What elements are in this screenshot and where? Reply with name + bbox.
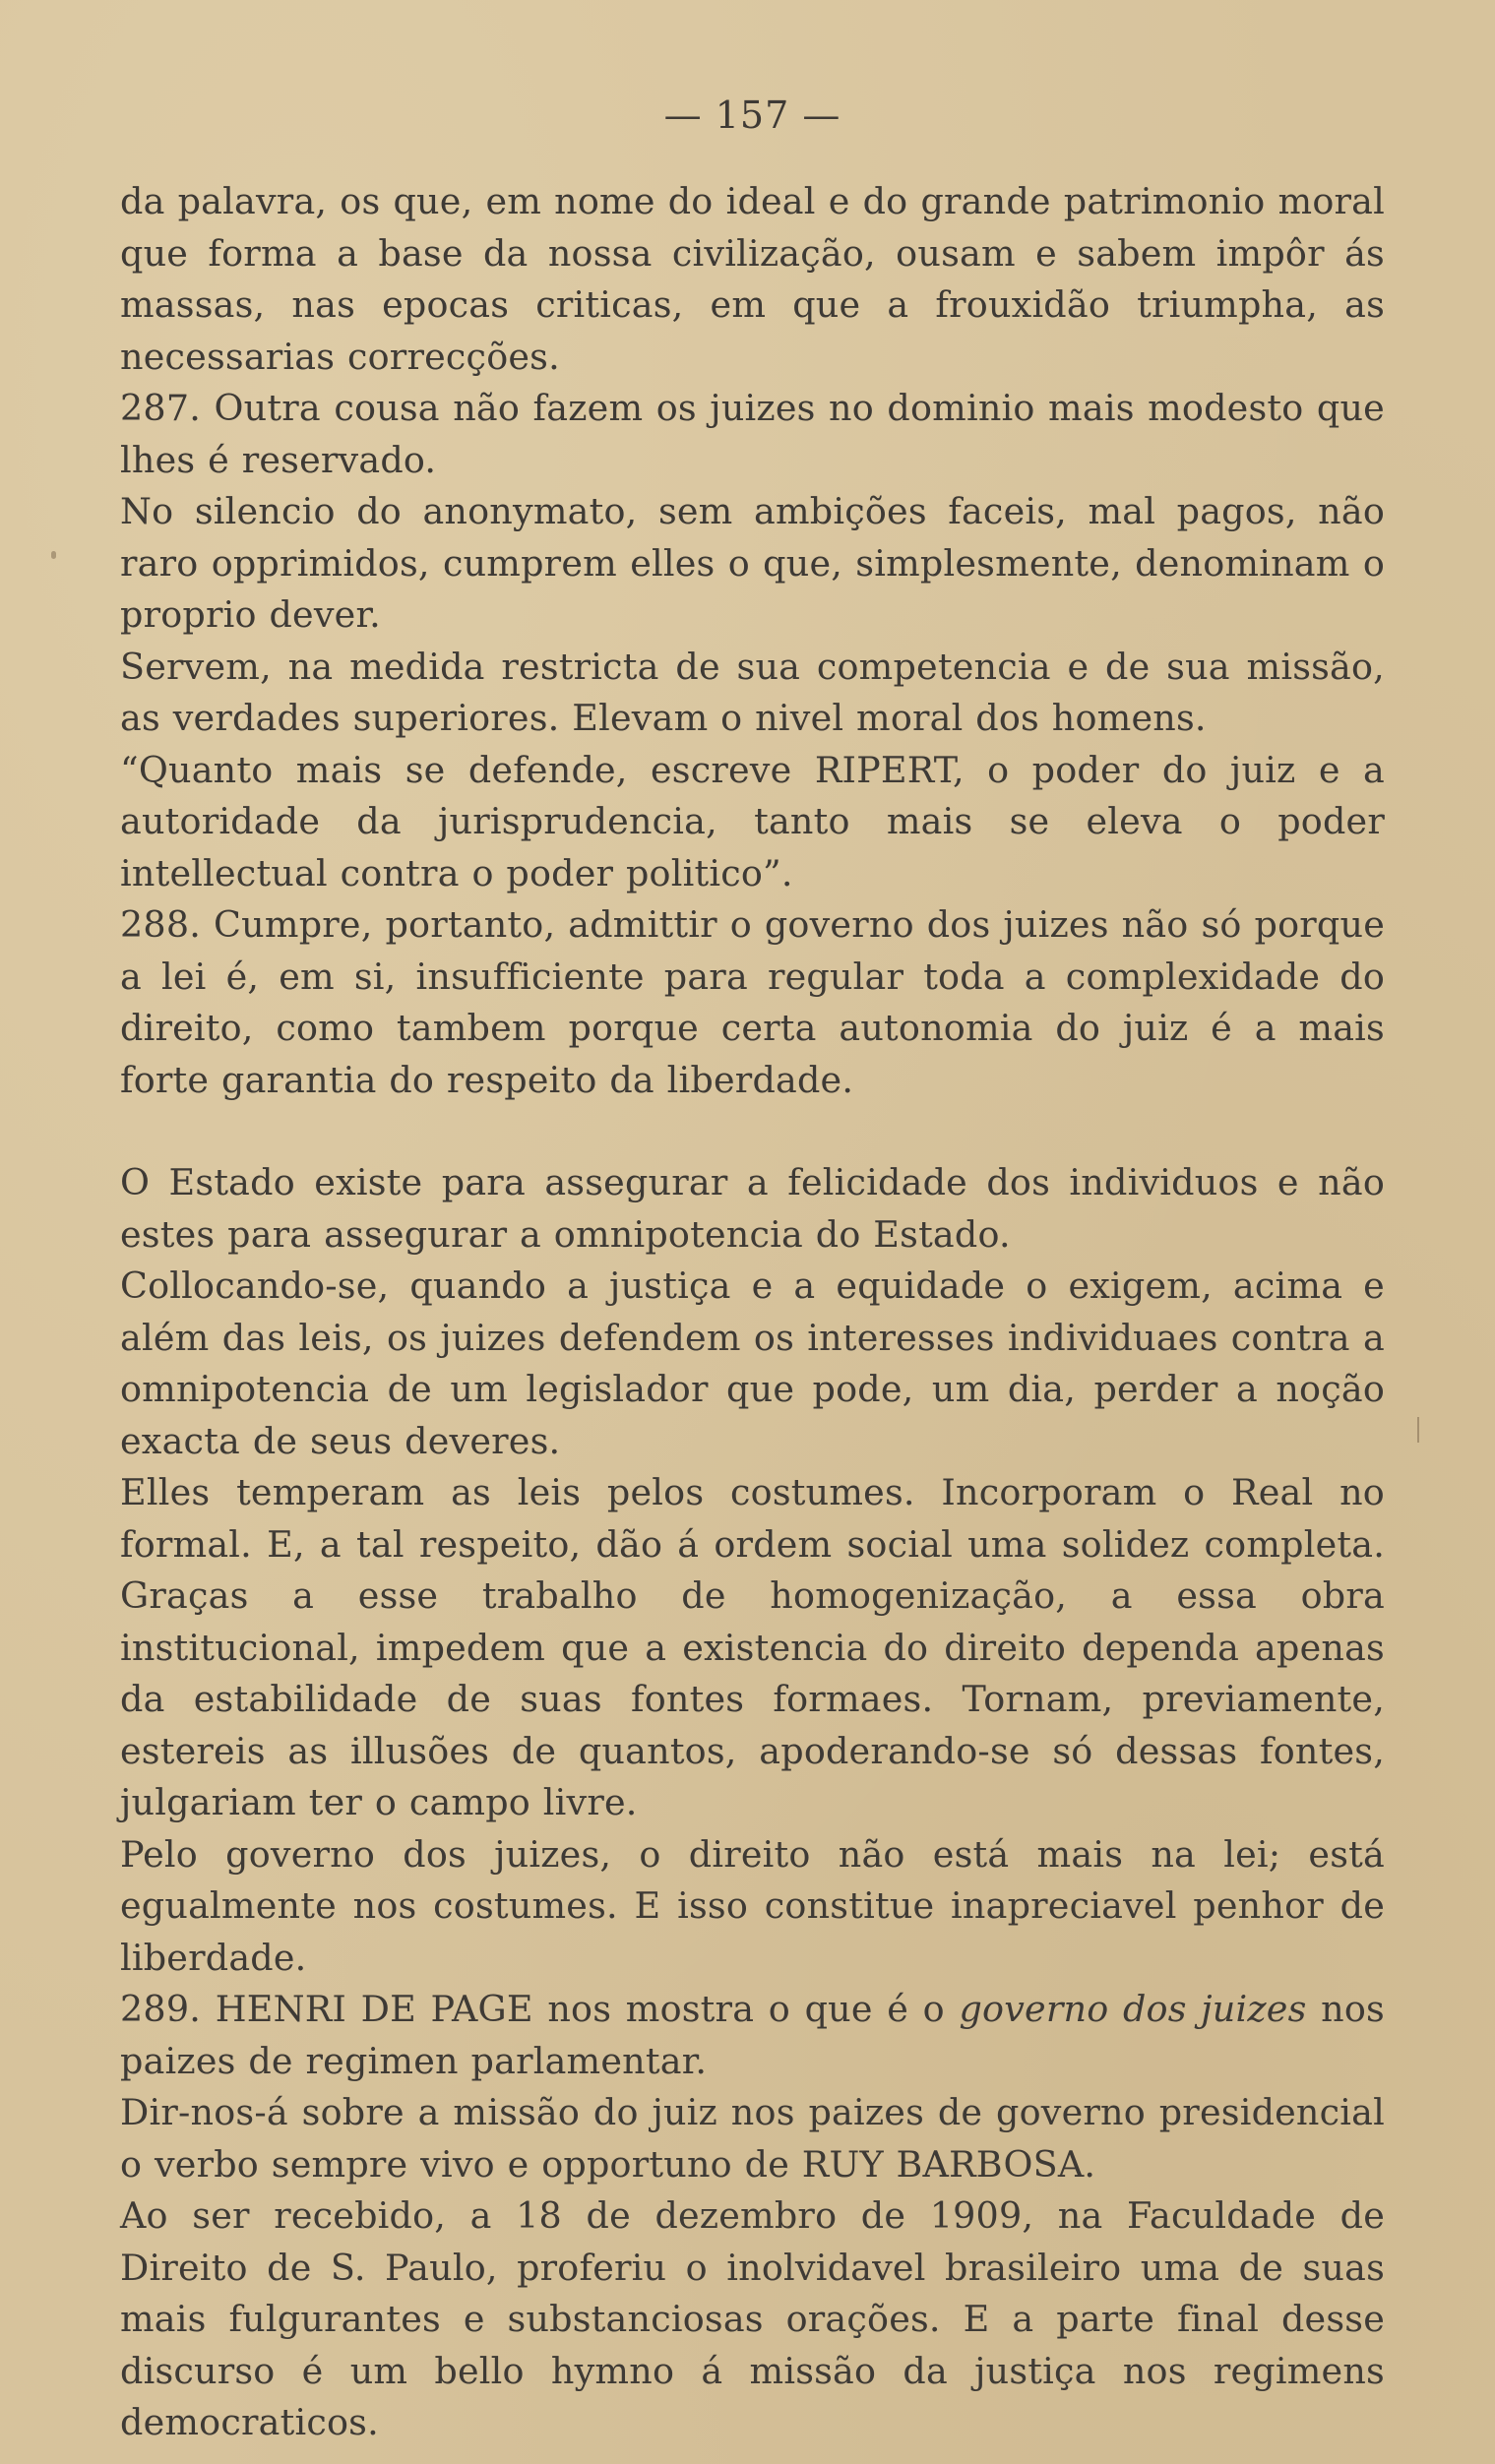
paragraph: Servem, na medida restricta de sua competencia e de sua missão, as verdades superiores. Elevam o nivel moral dos homens. (120, 645, 1385, 739)
paragraph: Dir-nos-á sobre a missão do juiz nos paizes de governo presidencial o verbo sempre vivo e opportuno de RUY BARBOSA. (120, 2091, 1385, 2186)
page-mark (51, 551, 56, 559)
governo-dos-juizes-italic: governo dos juizes (959, 1988, 1307, 2030)
paragraph: Ao ser recebido, a 18 de dezembro de 1909, na Faculdade de Direito de S. Paulo, proferiu o inolvidavel brasileiro uma de suas mais fulgurantes e substanciosas orações. E a parte final desse discurso é um bello hymno á missão da justiça nos regimens democraticos. (120, 2194, 1385, 2443)
paragraph: O Estado existe para assegurar a felicidade dos individuos e não estes para assegurar a omnipotencia do Estado. (120, 1161, 1385, 1256)
section-gap (120, 1106, 1385, 1157)
ripert-quote: “Quanto mais se defende, escreve RIPERT, o poder do juiz e a autoridade da jurisprudencia, tanto mais se eleva o poder intellectual contra o poder politico”. (120, 748, 1385, 894)
page-number: — 157 — (663, 93, 841, 137)
paragraph: Collocando-se, quando a justiça e a equidade o exigem, acima e além das leis, os juizes defendem os interesses individuaes contra a omnipotencia de um legislador que pode, um dia, perder a noção exacta de seus deveres. (120, 1264, 1385, 1462)
paragraph: Elles temperam as leis pelos costumes. Incorporam o Real no formal. E, a tal respeito, dão á ordem social uma solidez completa. Graças a esse trabalho de homogenização, a essa obra institucional, impedem que a existencia do direito dependa apenas da estabilidade de suas fontes formaes. Tornam, previamente, estereis as illusões de quantos, apoderando-se só dessas fontes, julgariam ter o campo livre. (120, 1471, 1385, 1823)
paragraph: No silencio do anonymato, sem ambições faceis, mal pagos, não raro opprimidos, cumprem elles o que, simplesmente, denominam o proprio dever. (120, 490, 1385, 636)
page-mark (1417, 1417, 1419, 1443)
paragraph-289 (120, 1984, 1385, 2087)
paragraph-289-start: 289. HENRI DE PAGE nos mostra o que é o (120, 1988, 960, 2030)
paragraph: da palavra, os que, em nome do ideal e do grande patrimonio moral que forma a base da nossa civilização, ousam e sabem impôr ás massas, nas epocas criticas, em que a frouxidão triumpha, as necessarias correcções. (120, 180, 1385, 378)
paragraph-289-end: nos paizes de regimen parlamentar. (120, 1988, 1385, 2082)
book-page (120, 93, 1385, 2449)
paragraph-287: 287. Outra cousa não fazem os juizes no dominio mais modesto que lhes é reservado. (120, 387, 1385, 481)
paragraph: Pelo governo dos juizes, o direito não está mais na lei; está egualmente nos costumes. E isso constitue inapreciavel penhor de liberdade. (120, 1832, 1385, 1979)
paragraph-288: 288. Cumpre, portanto, admittir o governo dos juizes não só porque a lei é, em si, insufficiente para regular toda a complexidade do direito, como tambem porque certa autonomia do juiz é a mais forte garantia do respeito da liberdade. (120, 903, 1385, 1101)
